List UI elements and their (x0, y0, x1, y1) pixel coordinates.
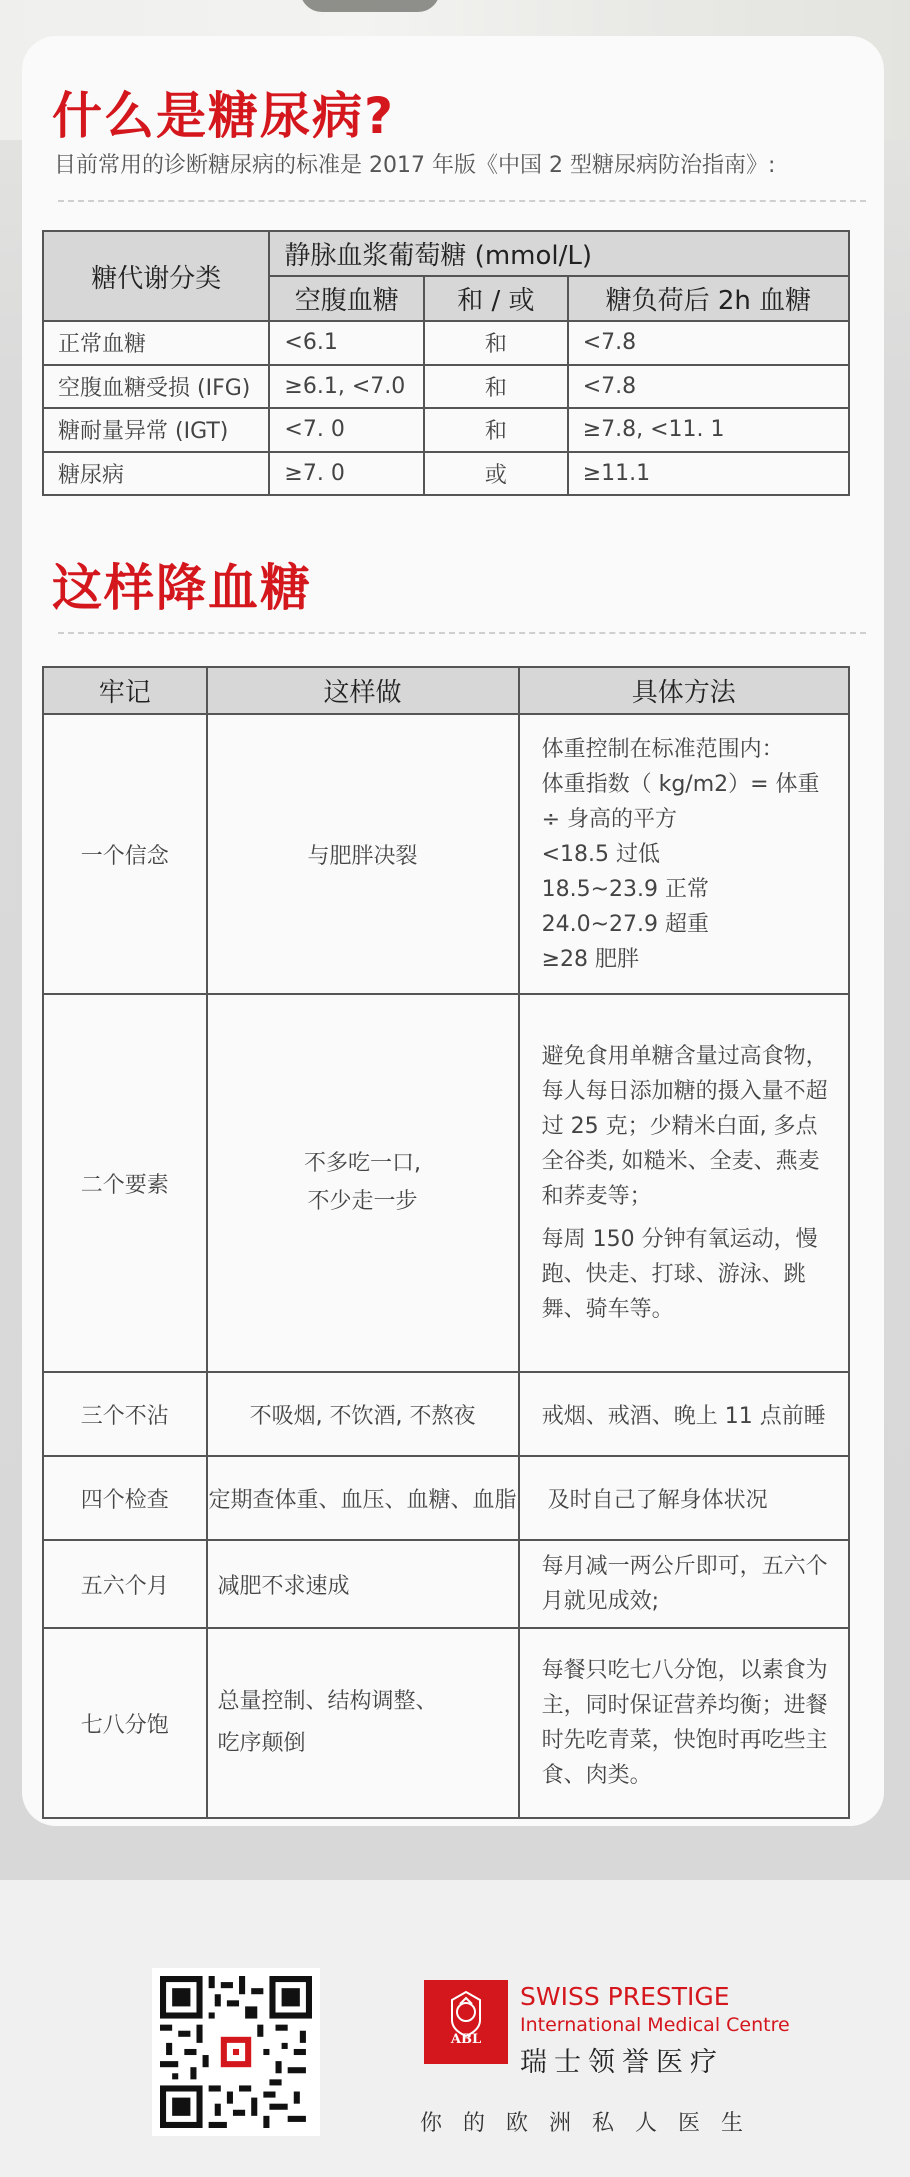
cell: ≥11.1 (568, 452, 849, 496)
section-title-what-is-diabetes: 什么是糖尿病? (52, 87, 396, 145)
header-fasting: 空腹血糖 (269, 276, 424, 321)
cell-paragraph: 避免食用单糖含量过高食物，每人每日添加糖的摄入量不超过 25 克；少精米白面, 多点全谷类, 如糙米、全麦、燕麦和荞麦等； (541, 1044, 828, 1209)
section-title-lower-glucose: 这样降血糖 (52, 559, 312, 617)
qr-code-icon (160, 1976, 312, 2128)
cell-line: 18.5~23.9 正常 (541, 876, 709, 902)
table-row (43, 1456, 849, 1540)
cell-do: 减肥不求速成 (207, 1540, 519, 1628)
cell-line: 与肥胖决裂 (307, 843, 418, 869)
cell-paragraph: 每周 150 分钟有氧运动，慢跑、快走、打球、游泳、跳舞、骑车等。 (541, 1227, 818, 1322)
table-row (43, 714, 849, 994)
table-row (43, 365, 849, 409)
cell-line: 吃序颠倒 (217, 1731, 306, 1756)
brand-name-cn: 瑞士领誉医疗 (520, 2047, 724, 2078)
cell-remember: 七八分饱 (43, 1628, 207, 1818)
brand-name-en: SWISS PRESTIGE (520, 1982, 730, 2011)
glucose-lowering-table (42, 666, 850, 1819)
diagnosis-criteria-table (42, 230, 850, 496)
cell-line: 体重控制在标准范围内： (541, 736, 784, 762)
cell-method: 每月减一两公斤即可，五六个月就见成效; (519, 1540, 849, 1628)
cell-do (207, 994, 519, 1372)
header-do: 这样做 (207, 667, 519, 714)
footer (0, 1880, 910, 2177)
abl-logo (424, 1980, 508, 2064)
cell-line: 不少走一步 (307, 1189, 418, 1214)
dashed-divider (58, 632, 866, 634)
cell-line: 体重指数（ kg/m2）= 体重 ÷ 身高的平方 (541, 771, 820, 832)
table-row (43, 452, 849, 496)
cell-method: 每餐只吃七八分饱，以素食为主，同时保证营养均衡；进餐时先吃青菜，快饱时再吃些主食、肉类。 (519, 1628, 849, 1818)
cell: 正常血糖 (43, 321, 269, 365)
cell: <7. 0 (269, 408, 424, 452)
cell-line: ≥28 肥胖 (541, 946, 640, 972)
cell: ≥7.8, <11. 1 (568, 408, 849, 452)
cell-do (207, 1628, 519, 1818)
cell: 和 (424, 408, 568, 452)
cell: 糖耐量异常 (IGT) (43, 408, 269, 452)
cell-remember: 一个信念 (43, 714, 207, 994)
brand-subtitle: International Medical Centre (520, 2014, 790, 2036)
cell: <7.8 (568, 321, 849, 365)
header-plasma-glucose: 静脉血浆葡萄糖 (mmol/L) (269, 231, 849, 276)
slogan: 你的欧洲私人医生 (420, 2111, 765, 2136)
cell: 糖尿病 (43, 452, 269, 496)
cell-line: <18.5 过低 (541, 841, 661, 867)
cell-remember: 二个要素 (43, 994, 207, 1372)
dashed-divider (58, 200, 866, 202)
cell-method (519, 994, 849, 1372)
cell: 或 (424, 452, 568, 496)
header-method: 具体方法 (519, 667, 849, 714)
table-row (43, 321, 849, 365)
table-row (43, 1628, 849, 1818)
cell-line: 总量控制、结构调整、 (217, 1689, 438, 1714)
cell: 和 (424, 321, 568, 365)
cell-line: 不多吃一口, (304, 1151, 422, 1176)
cell: 空腹血糖受损 (IFG) (43, 365, 269, 409)
cell: ≥6.1, <7.0 (269, 365, 424, 409)
cell-method: 戒烟、戒酒、晚上 11 点前睡 (519, 1372, 849, 1456)
table-row (43, 1540, 849, 1628)
cell-do: 不吸烟, 不饮酒, 不熬夜 (207, 1372, 519, 1456)
lion-crest-icon (424, 1980, 508, 2064)
cell-remember: 四个检查 (43, 1456, 207, 1540)
logo-text: ABL (450, 2032, 482, 2047)
section-subtitle: 目前常用的诊断糖尿病的标准是 2017 年版《中国 2 型糖尿病防治指南》: (54, 153, 776, 178)
header-2h: 糖负荷后 2h 血糖 (568, 276, 849, 321)
cell-line: 24.0~27.9 超重 (541, 911, 709, 937)
cell: 和 (424, 365, 568, 409)
cell-method (519, 714, 849, 994)
table-row (43, 994, 849, 1372)
table-row (43, 408, 849, 452)
qr-code[interactable] (152, 1968, 320, 2136)
header-remember: 牢记 (43, 667, 207, 714)
cell: ≥7. 0 (269, 452, 424, 496)
header-category: 糖代谢分类 (43, 231, 269, 321)
cell-do (207, 714, 519, 994)
cell-remember: 三个不沾 (43, 1372, 207, 1456)
cell: <7.8 (568, 365, 849, 409)
header-and-or: 和 / 或 (424, 276, 568, 321)
cell-method: 及时自己了解身体状况 (519, 1456, 849, 1540)
cell: <6.1 (269, 321, 424, 365)
table-row (43, 1372, 849, 1456)
cell-remember: 五六个月 (43, 1540, 207, 1628)
cell-do: 定期查体重、血压、血糖、血脂 (207, 1456, 519, 1540)
